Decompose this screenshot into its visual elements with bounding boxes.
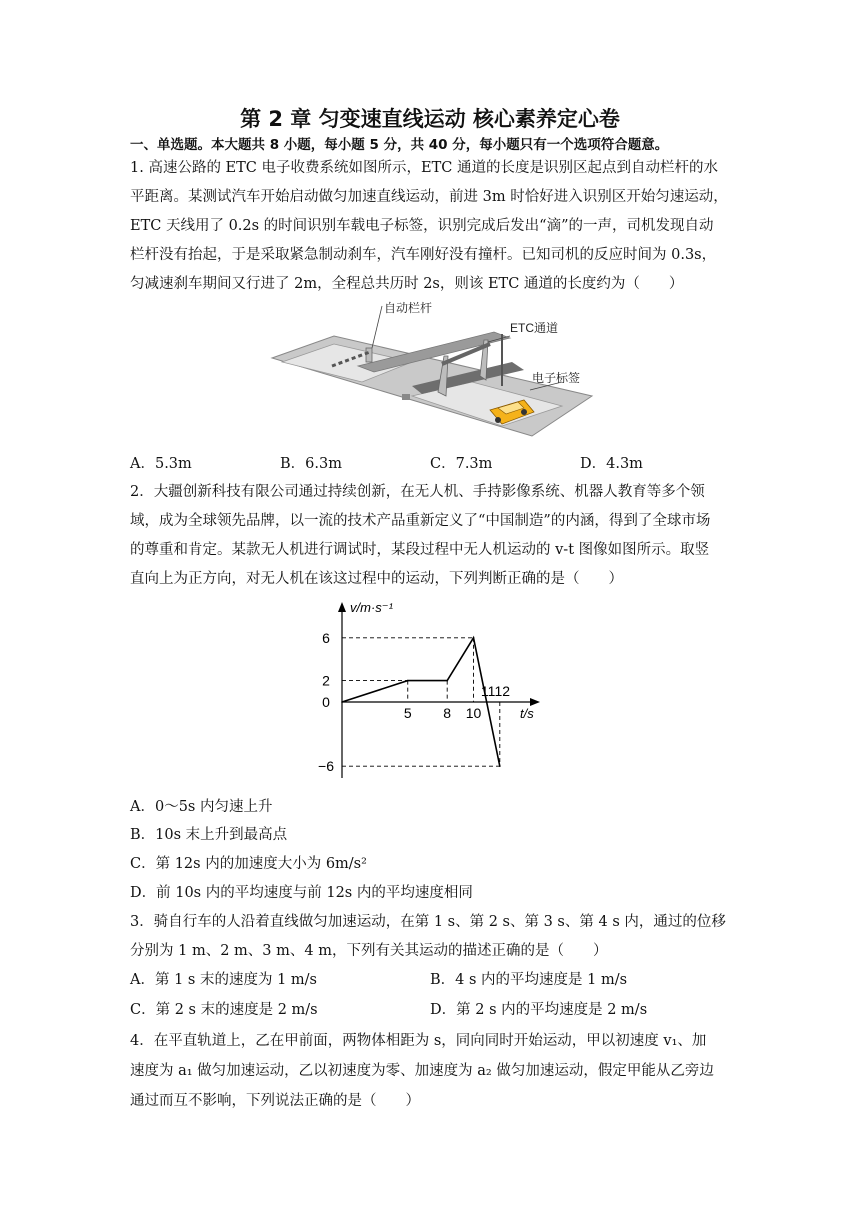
data-point xyxy=(407,680,409,682)
q1-line: 栏杆没有抬起，于是采取紧急制动刹车，汽车刚好没有撞杆。已知司机的反应时间为 0.3s， xyxy=(130,247,717,263)
q4-line: 4．在平直轨道上，乙在甲前面，两物体相距为 s，同向同时开始运动，甲以初速度 v₁、加 xyxy=(130,1033,707,1049)
q1-option-d: D．4.3m xyxy=(580,456,643,472)
q3-line: 分别为 1 m、2 m、3 m、4 m，下列有关其运动的描述正确的是（ ） xyxy=(130,943,608,959)
q3-option-b: B．4 s 内的平均速度是 1 m/s xyxy=(430,972,628,988)
q3-option-d: D．第 2 s 内的平均速度是 2 m/s xyxy=(430,1002,648,1018)
q2-option-a: A．0～5s 内匀速上升 xyxy=(130,799,273,815)
q2-option-d: D．前 10s 内的平均速度与前 12s 内的平均速度相同 xyxy=(130,885,473,901)
y-tick-label: 0 xyxy=(322,694,330,710)
q1-line: 平距离。某测试汽车开始启动做匀加速直线运动，前进 3m 时恰好进入识别区开始匀速运动， xyxy=(130,189,728,205)
q4-line: 速度为 a₁ 做匀加速运动，乙以初速度为零、加速度为 a₂ 做匀加速运动，假定甲能从乙旁边 xyxy=(130,1063,714,1079)
y-axis-arrow xyxy=(338,602,346,612)
q3-line: 3．骑自行车的人沿着直线做匀加速运动，在第 1 s、第 2 s、第 3 s、第 4 s 内，通过的位移 xyxy=(130,914,726,930)
q2-line: 域，成为全球领先品牌，以一流的技术产品重新定义了“中国制造”的内涵，得到了全球市场 xyxy=(130,513,711,529)
q2-option-b: B．10s 末上升到最高点 xyxy=(130,827,288,843)
section-heading: 一、单选题。本大题共 8 小题，每小题 5 分，共 40 分，每小题只有一个选项符合题意。 xyxy=(130,137,669,153)
barrier-label: 自动栏杆 xyxy=(384,301,433,315)
x-tick-label: 5 xyxy=(403,705,412,721)
data-point xyxy=(499,765,501,767)
barrier-post xyxy=(366,348,372,362)
q3-option-a: A．第 1 s 末的速度为 1 m/s xyxy=(130,972,317,988)
etc-label: ETC通道 xyxy=(510,321,559,335)
barrier-leader xyxy=(372,306,382,348)
y-tick-label: 6 xyxy=(322,629,330,646)
q1-line: 1. 高速公路的 ETC 电子收费系统如图所示，ETC 通道的长度是识别区起点到自动栏杆的水 xyxy=(130,160,718,176)
q1-option-c: C．7.3m xyxy=(430,456,493,472)
x-axis-arrow xyxy=(530,698,540,706)
q2-line: 直向上为正方向，对无人机在该这过程中的运动，下列判断正确的是（ ） xyxy=(130,571,623,587)
q1-option-b: B．6.3m xyxy=(280,456,342,472)
data-point xyxy=(446,680,448,682)
tag-label: 电子标签 xyxy=(532,371,581,385)
y-axis-label: v/m·s⁻¹ xyxy=(350,600,393,615)
q1-line: ETC 天线用了 0.2s 的时间识别车载电子标签，识别完成后发出“滴”的一声，司机发现自动 xyxy=(130,218,714,234)
data-point xyxy=(473,637,475,639)
vt-chart xyxy=(300,598,560,784)
page-title: 第 2 章 匀变速直线运动 核心素养定心卷 xyxy=(240,107,620,131)
x-tick-label: 12 xyxy=(494,683,511,699)
y-tick-label: 2 xyxy=(322,672,330,689)
x-tick-label: 11 xyxy=(480,683,496,699)
q3-option-c: C．第 2 s 末的速度是 2 m/s xyxy=(130,1002,318,1018)
x-tick-label: 8 xyxy=(443,705,452,721)
x-axis-label: t/s xyxy=(520,706,534,721)
y-tick-label: −6 xyxy=(318,758,334,775)
etc-figure xyxy=(262,296,602,446)
q2-option-c: C．第 12s 内的加速度大小为 6m/s² xyxy=(130,856,367,872)
q1-option-a: A．5.3m xyxy=(130,456,192,472)
x-tick-label: 10 xyxy=(465,705,482,721)
q2-line: 2．大疆创新科技有限公司通过持续创新，在无人机、手持影像系统、机器人教育等多个领 xyxy=(130,484,705,500)
data-point xyxy=(341,701,343,703)
q4-line: 通过而互不影响，下列说法正确的是（ ） xyxy=(130,1093,420,1109)
q2-line: 的尊重和肯定。某款无人机进行调试时，某段过程中无人机运动的 v-t 图像如图所示。取竖 xyxy=(130,542,710,558)
q1-line: 匀减速刹车期间又行进了 2m，全程总共历时 2s，则该 ETC 通道的长度约为（ ） xyxy=(130,276,684,292)
small-sign xyxy=(402,394,410,400)
